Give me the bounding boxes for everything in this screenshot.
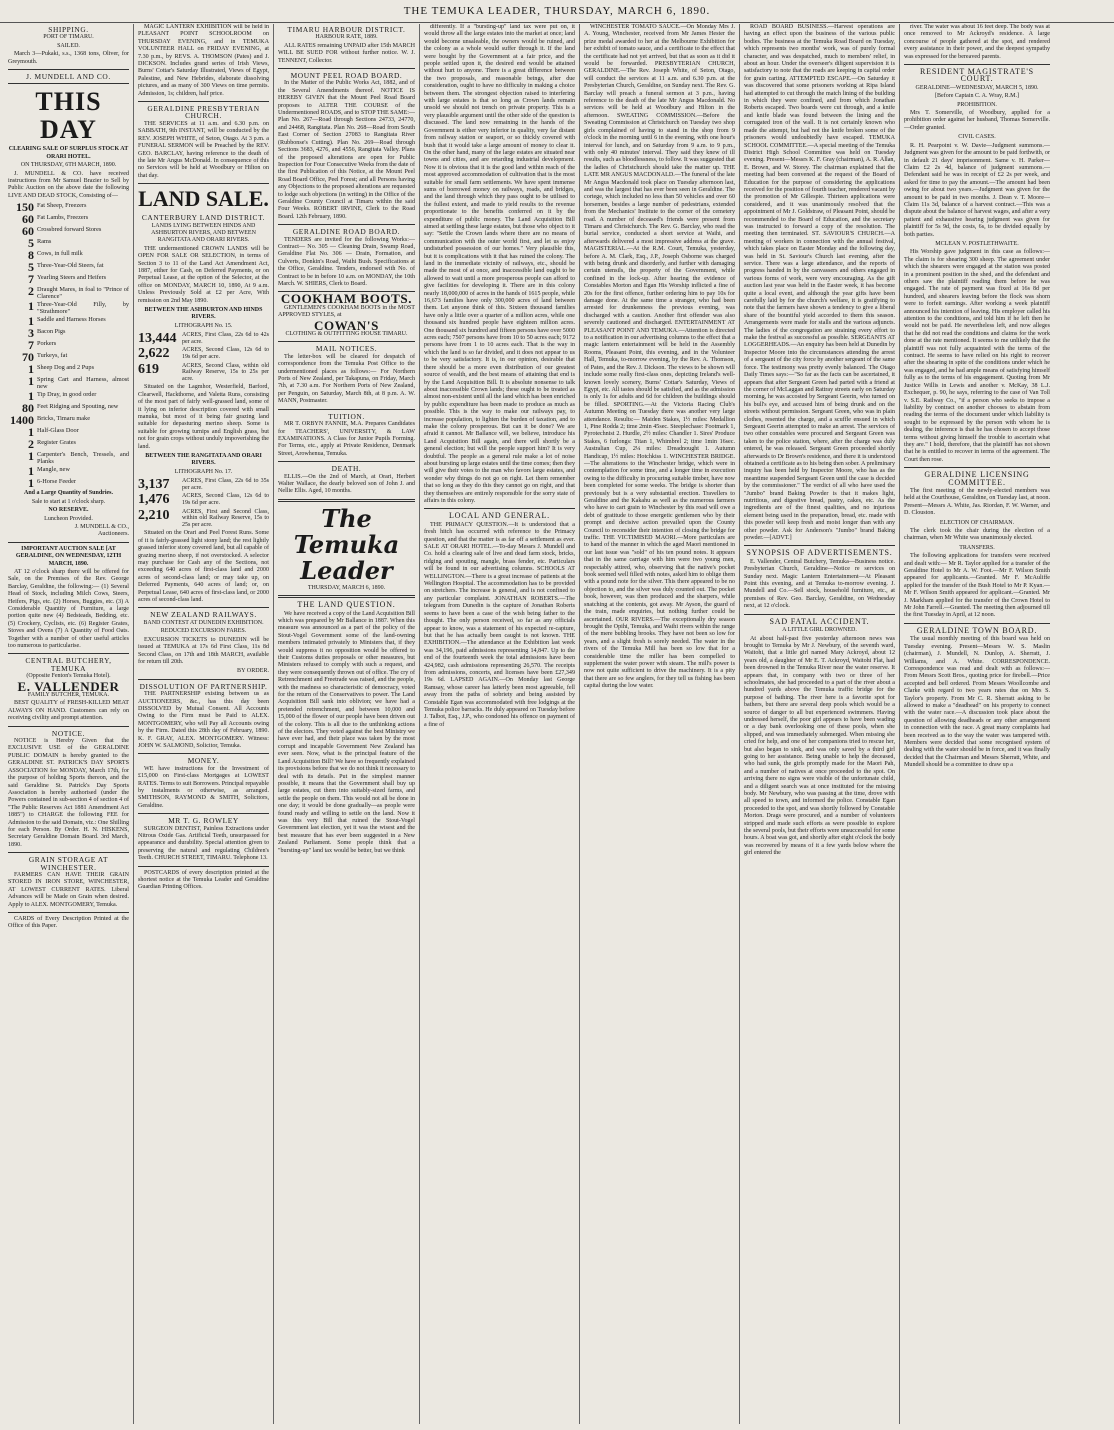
rowley-body: SURGEON DENTIST, Painless Extractions under Nitrous Oxide Gas. Artificial Teeth, unsurpassed for appearance and durability. Special attention given to preserving the natural and regulating Children's Teeth. CHURCH STREET, TIMARU. Telephone 13. <box>138 825 269 862</box>
sailed-heading: SAILED. <box>57 42 80 49</box>
town-board-heading: GERALDINE TOWN BOARD. <box>916 625 1038 635</box>
item-description: Cows, in full milk <box>37 250 83 258</box>
item-quantity: 1 <box>28 362 34 377</box>
list-item <box>8 376 129 390</box>
tuition-heading: TUITION. <box>328 411 365 421</box>
list-item <box>138 363 269 383</box>
synopsis-heading: SYNOPSIS OF ADVERTISEMENTS. <box>746 548 893 558</box>
divider <box>138 183 269 184</box>
sale-intro: J. MUNDELL & CO. have received instructions from Mr Samuel Brazier to Sell by Public Auction on the above date the following LIVE AND DEAD STOCK, Consisting of— <box>8 170 129 199</box>
harbour-heading: TIMARU HARBOUR DISTRICT. <box>287 25 406 34</box>
item-quantity: 7 <box>28 272 34 287</box>
item-description: ACRES, First Class, 22s 6d to 35s per acre. <box>182 478 269 491</box>
item-description: Turkeys, fat <box>37 352 68 360</box>
list-item <box>8 352 129 363</box>
town-board-body: The usual monthly meeting of this board was held on Tuesday evening. Present—Messrs W. S. Maslin (chairman), J. Mundell, N. Dunlop, A. Sherratt, J. Williams, and A. White. CORRESPONDENCE. Correspondence was read and dealt with as follows:— From Messrs Scott Bros., quoting price for firebell.—Price accepted and bell ordered. From Messrs Woollcombe and Clarke with regard to two years rates due on Mrs S. Taylor's property. From Mr C. R. Sherratt asking to be allowed to make a "deadhead" on his property to connect with the water race.—A discussion took place about the question of allowing deadheads or any other arrangement in connection with the race. A great many complaints had been received as to the way the water was tampered with. Members were decided that some recognised system of dealing with the water should be in force, and it was finally decided that the Chairman and Messrs Sherratt, White, and Mundell should be a committee to draw up a <box>904 636 1050 769</box>
item-description: Carpenter's Bench, Tressels, and Planks <box>37 451 129 466</box>
item-description: Three-Year-Old Filly, by "Strathmore" <box>37 301 129 316</box>
list-item <box>138 478 269 491</box>
geraldine-road-board-heading: GERALDINE ROAD BOARD. <box>292 227 401 237</box>
item-quantity: 1,476 <box>138 492 170 508</box>
item-description: Sheep Dog and 2 Pups <box>37 364 95 372</box>
item-quantity: 3,137 <box>138 477 170 493</box>
divider <box>8 542 129 543</box>
tenders-body: TENDERS are invited for the following Works:— Contract— No. 305 — Cleaning Drain, Swamp Road, Geraldine Flat No. 306 — Drain, Formation, and Culverts, Donkin's Road, Waihi Bush. Specifications at the Office, Geraldine. Tenders, endorsed with No. of Contract to be in before 10 a.m. on MONDAY, the 10th March. W. SHIERS, Clerk to Board. <box>278 236 415 287</box>
item-quantity: 1 <box>28 314 34 329</box>
mail-body: The letter-box will be cleared for despatch of correspondence from the Temuka Post Office to the undermentioned places as follows:— For Northern Ports of New Zealand, per Takapuna, on Friday, March 7th, at 7.30 a.m. For Northern Ports of New Zealand, per Penguin, on Saturday, March 8th, at 8 p.m. A. W. MANN, Postmaster. <box>278 353 415 405</box>
item-quantity: 5 <box>28 236 34 251</box>
item-quantity: 2,210 <box>138 507 170 523</box>
money-body: WE have instructions for the Investment of £15,000 on First-class Mortgages at LOWEST RATES. Terms to suit Borrowers. Principal repayable by instalments or otherwise, as arranged. SMITHSON, RAYMOND & SMITH, Solicitors, Geraldine. <box>138 765 269 809</box>
list-item <box>8 301 129 315</box>
item-quantity: 1 <box>28 449 34 464</box>
civil-body: R. H. Pearpoint v. W. Davie—Judgment summons.—Judgment was given for the amount to be paid forthwith, or in default 21 days' imprisonment. Same v. H. Parker—Claim £2 2s 4d, balance of judgment summons.—Defendant said he was in receipt of £2 2s per week, and asked for time to pay the amount.—The amount had been owing for about two years.—Judgment was given for the amount to be paid in two months. J. Dean v. T. Moore—Claim 11s 3d, balance of a harvest contract.—This was a dispute about the balance of harvest wages, and after a very patient and exhaustive hearing judgment was given for plaintiff for 5s 9d, the costs, 6s, to be divided equally by both parties. <box>904 142 1050 238</box>
divider <box>278 461 415 462</box>
sundries-line: And a Large Quantity of Sundries. <box>23 490 113 497</box>
licensing-heading: GERALDINE LICENSING COMMITTEE. <box>924 470 1030 487</box>
presbyterian-heading: GERALDINE PRESBYTERIAN CHURCH. <box>147 104 260 121</box>
grain-body: FARMERS CAN HAVE THEIR GRAIN STORED IN IRON STORE, WINCHESTER, AT LOWEST CURRENT RATES. Liberal Advances will be Made on Grain when desired. Apply to ALEX. MONTGOMERY, Temuka. <box>8 871 129 908</box>
item-quantity: 1 <box>28 464 34 479</box>
list-item <box>8 316 129 327</box>
column-5 <box>580 24 740 1424</box>
item-quantity: 70 <box>22 350 34 365</box>
important-sale-heading: IMPORTANT AUCTION SALE [AT GERALDINE, ON WEDNESDAY, 12TH MARCH, 1890. <box>15 545 122 567</box>
land-question-continued: differently. If a "bursting-up" land tax were put on, it would throw all the large estates into the market at once; land would become unsaleable, the owners would be ruined, and the colony as a whole would suffer through it. If the land were bought by the Government at a fair price, and the people settled upon it, the desired end would be attained without hurt to anyone. There is a great difference between the two proposals, and reasonable beings, after due consideration, ought to have no difficulty in making a choice between them. The strongest objection raised to interfering with large estates is that so long as Crown lands remain unsold we should not trench on private property. This is a very plausible argument until the other side of the question is discussed. The land now remaining in the hands of the Government is either very inferior in quality, very far distant from railway station or seaport, or so thickly covered with bush that it would take a large amount of money to clear it. On the other hand, many of the large estates are situated near towns and cities, and are retarding industrial development. Now it is obvious that it is the good land within reach of the most approved accommodation of cultivation that is the most suitable for small farm settlements. We have spent immense sums of borrowed money on railways, roads, and bridges, and the land through which they pass ought to be utilised to the fullest extent, and made to yield results to the revenue proportionate to the benefits conferred on it by the expenditure of public money. The Land Acquisition Bill aimed at settling these large estates, but those who object to it say: "Settle the Crown lands where there are no means of communication with the outer world first, and let us enjoy undisturbed possession of our homes." Very plausible this, but it is complications with it that has ruined the colony. The land in the immediate vicinity of railways, etc., should be made the most of at once, and inaccessible land ought to be allowed to wait until a more prosperous people can afford to give facilities for developing it. There are in this colony nearly 18,000,000 of acres in the hands of 1615 people, while 16,673 families have only 300,000 acres of land between them. Let anyone think of this. Sixteen thousand families have only a little over a quarter of a million acres, while one thousand six hundred people have eighteen million acres. One thousand six hundred and fifteen persons have over 5000 acres each; 7507 persons have from 10 to 50 acres each; 9172 persons have from 1 to 10 acres each. That is the way in which the land is so far divided, and it does not appear to us to be very satisfactory. It is, in our opinion, desirable that there should be a more even distribution of our greatest source of wealth, and the best means of attaining that end is by the Land Acquisition Bill. It is absolute nonsense to talk about inaccessible Crown lands; these ought to be treated as almost non-existent until all the land which has been enriched by public expenditure has been made to produce as much as possible. This is the way to make our railways pay, to increase population, to lighten the burden of taxation, and to make the colony prosperous. But can it be done? We are afraid it cannot. Mr Ballance will, we believe, introduce his Land Acquisition Bill again, and there will shortly be a general election; but will the people support him? It is very doubtful. The people as a general rule make a lot of noise about bursting up large estates until the time comes; then they will give their votes to the man who favors large estates, and wonder why things do not go on right. Let them remember that so long as they do this they cannot go on right, and that they themselves are entirely responsible for the sorry state of affairs in this colony. <box>424 24 575 504</box>
columns <box>4 24 1110 1424</box>
list-item <box>8 238 129 249</box>
canterbury-heading: CANTERBURY LAND DISTRICT. <box>141 213 266 223</box>
list-item <box>8 328 129 339</box>
list-item <box>138 332 269 345</box>
lithograph-16: LITHOGRAPH No. 17. <box>174 468 233 475</box>
list-item <box>8 478 129 489</box>
cookham-heading: COOKHAM BOOTS. <box>280 291 413 307</box>
excursion-body: EXCURSION TICKETS to DUNEDIN will be issued at TEMUKA at 17s 6d First Class, 11s 8d Second Class, on 17th and 18th MARCH, available for return till 20th. <box>138 636 269 665</box>
transfers-heading: TRANSFERS. <box>959 544 995 551</box>
death-body: ELLIS.—On the 2nd of March, at Orari, Herbert Walter Wallace, the dearly beloved son of John J. and Nellie Ellis. Aged, 10 months. <box>278 473 415 495</box>
lithograph-15: LITHOGRAPH No. 15. <box>174 322 233 329</box>
prohibition-body: Mrs T. Somerville, of Woodbury, applied for a prohibition order against her husband, Thomas Somerville.—Order granted. <box>904 110 1050 131</box>
local-news-body: WINCHESTER TOMATO SAUCE.—On Monday Mrs J. A. Young, Winchester, received from Mr James Hester the prize medal awarded to her at the Melbourne Exhibition for her exhibit of tomato sauce, and a certificate to the effect that the certificate had not yet arrived, but that as soon as it did it would be forwarded. PRESBYTERIAN CHURCH, GERALDINE.—The Rev. Joseph White, of Seton, Otago, will conduct the services at 11 a.m. and 6.30 p.m. at the Presbyterian Church, Geraldine, on Sunday next. The Rev. G. Barclay will preach a funeral sermon at 3 p.m., having reference to the death of the late Mr Angus Macdonald. No services will be held at Woodbury and Hilton in the afternoon. SWEATING COMMISSION.—Before the Sweating Commission at Christchurch on Tuesday two shop girls complained of having to stand in the shop from 9 o'clock in the morning until 6 in the evening, with one hour's interval for lunch, and on Saturday from 9 a.m. to 9 p.m., with only 40 minutes' interval. They said they knew of ill results, such as bloodlessness, to follow. It was suggested that the ladies of Christchurch should take the matter up. THE LATE MR ANGUS MACDONALD.—The funeral of the late Mr Angus Macdonald took place on Tuesday afternoon last, and was the largest that has ever been seen in Geraldine. The cortege, which included no less than 50 vehicles and over 60 horsemen, besides a large number of pedestrians, extended from the Mechanics' Institute to the corner of the cemetery road. A number of deceased's friends were present from Timaru and Christchurch. The Rev. G. Barclay, who read the burial service, conducted a short service at Waihi, and afterwards delivered a most impressive address at the grave. MAGISTERIAL.—At the R.M. Court, Temuka, yesterday, before A. M. Clark, Esq., J.P., Joseph Osborne was charged with being drunk and disorderly, and further with damaging certain utensils, the property of the Government, while confined in the lock-up. After hearing the evidence of Constables Morton and Egan His Worship inflicted a fine of 20s for the first offence, further ordering him to pay 10s for damage done. At the same time a stranger, who had been arrested for drunkenness the previous evening, was discharged with a caution. Another first offender was also severely cautioned and discharged. ENTERTAINMENT AT PLEASANT POINT AND TEMUKA.—Attention is directed to a notification in our advertising columns to the effect that a magic lantern entertainment will be held in the Assembly Rooms, Pleasant Point, this evening, and in the Volunteer Hall, Temuka, to-morrow evening, by the Rev. A. Thomson, of Pates, and the Rev. J. Dickson. The views to be shown will include some really first-class ones, depicting Ireland's well-known lovely scenery, Burns' Cottar's Saturday, Views of Egypt, etc. All tastes should be satisfied, and as the admission is only 1s for adults and 6d for children the buildings should be filled. SPORTING.—At the Victoria Racing Club's Autumn Meeting on Tuesday there was another very large attendance. Results:— Maiden Stakes, 1½ miles: Medallion 1, Pine Rodda 2; time 2min 45sec. Steeplechase: Footmark 1, Pyrotechnist 2. Hurdle, 2½ miles: Chandler 1. Sires' Produce Stakes, 6 furlongs: Titan 1, Whimbrel 2; time 1min 16sec. Australian Cup, 2¼ miles: Dreadnought 1. Autumn Handicap, 1½ miles: Hotchkiss 1. WINCHESTER BRIDGE.—The alterations to the Winchester bridge, which were in contemplation for some time, and a longer time in execution owing to the difficulty in procuring suitable timber, have now been completed for some weeks. The bridge is shorter than previously but is a very substantial erection. Travellers to Geraldine and the Kakahu as well as the numerous farmers who have to cart grain to Winchester by this road will owe a debt of gratitude to those energetic gentlemen who by their prompt and decisive action prevailed upon the County Council to reconsider their intention of closing the bridge for traffic. THE VICTIMISED MAORI.—More particulars are to hand of the manner in which the aged Maori mentioned in our last issue was "sold" of his ten pound notes. It appears that in the same carriage with him were two young men, respectably attired, who, observing that the native's pocket book seemed well filled with notes, asked him to oblige them with a pound note for the silver. This there appeared to be no objection to, and the silver was duly counted out. The pocket book, however, was then produced and the sharpers, while snatching at the contents, got away. Mr Ayson, the guard of the train, made enquiries, but nothing further could be ascertained. OUR RIVERS.—The exceptionally dry season brought the Opihi, Temuka, and Waihi rivers within the range of the mere bubbling brooks. They have not been so low for years, and a slight fresh is sorely needed. The water in the rivers of the Temuka Mill has been so low that for a considerable time the miller has been compelled to supplement the water power with steam. The mill's power is now not quite sufficient to drive the machinery. It is a pity that there are so few anglers, for they tell us fishing has been capital during the low water. <box>584 24 735 690</box>
page-masthead: THE TEMUKA LEADER, THURSDAY, MARCH 6, 1890. <box>0 0 1114 23</box>
grain-heading: GRAIN STORAGE AT WINCHESTER. <box>28 855 109 872</box>
item-quantity: 150 <box>16 200 34 215</box>
fatal-accident-body: At about half-past five yesterday afternoon news was brought to Temuka by Mr J. Newbury, of the seventh ward, Waitohi, that a little girl named Mary Ackroyd, about 12 years old, a daughter of Mr E. T. Ackroyd, Waitohi Flat, had been drowned in the Temuka River near the water reserve. It appears that, in company with two or three of her schoolmates, she had proceeded to a part of the river about a hundred yards above the Temuka traffic bridge for the purpose of bathing. The river here is a favorite spot for bathers, but there are several deep pools which would be a source of danger to all but experienced swimmers. Having undressed herself, the poor girl appears to have been wading or a day bank overlooking one of these pools, when she slipped, and was immediately submerged. When missing she cried for help, and one of her companions tried to rescue her, but also began to sink, and was only saved by a third girl going to her assistance. Being unable to help the deceased, who had sunk, the girls promptly made for the Maori Pah, and a number of natives at once proceeded to the spot. On arriving there no signs were visible of the unfortunate child, and a diligent search was at once instituted for the missing body. Mr Newbury, who was passing at the time, drove with all speed to town, and informed the police. Constable Egan proceeded to the spot, and was shortly followed by Constable Morton. Drags were procured, and a number of volunteers stripped and made such efforts as were possible to explore the several pools, but their efforts were unsuccessful for some hours. A boat was got, and shortly after eight o'clock the body was recovered by means of it a few yards below where the girl entered the <box>744 635 895 857</box>
cowan-sub: CLOTHING & OUTFITTING HOUSE TIMARU. <box>285 331 408 338</box>
auctioneer-title: Auctioneers. <box>98 531 129 538</box>
item-quantity: 5 <box>28 260 34 275</box>
court-date: GERALDINE—WEDNESDAY, MARCH 5, 1890. <box>915 84 1039 91</box>
item-quantity: 13,444 <box>138 331 177 347</box>
lots-list-1 <box>138 332 269 382</box>
item-quantity: 80 <box>22 401 34 416</box>
between-1-heading: BETWEEN THE ASHBURTON AND HINDS RIVERS. <box>144 307 263 321</box>
item-description: 6-Horse Feeder <box>37 478 76 486</box>
local-general-body: THE PRIMACY QUESTION.—It is understood that a fresh hitch has occurred with reference to the Primacy question, and that the matter is as far off a settlement as ever. SALE AT ORARI HOTEL.—To-day Messrs J. Mundell and Co. hold a clearing sale of live and dead farm stock, bricks, ridging and spouting, mangle, brass fender, etc. Particulars will be found in our advertising columns. SCHOOLS AT WELLINGTON.—There is a great increase of patients at the Wellington Hospital. The accommodation has to be provided on stretchers. The increase is general, and is not confined to any particular complaint. JONATHAN ROBERTS.—The telegram from Dunedin is the capture of Jonathan Roberts seems to have been a case of the wish being father to the thought. The only person received, so far as any officials appear to know, was a statement of his expected re-capture, but that he has actually been caught is not known. THE EXHIBITION.—The attendance at the Exhibition last week was 34,196, paid admissions representing 14,847. Up to the end of the fourteenth week the total admissions have been 424,982, cash admissions representing 26,570. The receipts from admissions, concerts, and licenses have been £27,349 19s 6d. LAPSED AGAIN.—On Monday last George Ramsay, whose career has latterly been most agreeable, fell away from the paths of sobriety and being assisted by Constable Egan was accommodated with free lodgings at the Temuka police barracks. He duly appeared on Tuesday before J. Talbot, Esq., J.P., who condoned his offence on payment of a fine of <box>424 521 575 728</box>
item-quantity: 2,622 <box>138 346 170 362</box>
port-heading: PORT OF TIMARU. <box>43 34 94 41</box>
item-description: Porkers <box>37 340 57 348</box>
item-quantity: 1 <box>28 389 34 404</box>
auctioneer-heading: J. MUNDELL AND CO. <box>26 72 111 82</box>
crown-lands-body: THE undermentioned CROWN LANDS will be OPEN FOR SALE OR SELECTION, in terms of Section 3 to 11 of the Land Act Amendment Act, 1887, either for Cash, on Deferred Payments, or on Perpetual Lease, at the option of the Selector, at the office on MONDAY, MARCH 10, 1890, At 9 a.m. Unless Previously Sold at £2 per Acre, With remission on 2nd May 1890. <box>138 245 269 304</box>
divider <box>278 595 415 598</box>
dissolution-heading: DISSOLUTION OF PARTNERSHIP. <box>139 681 268 691</box>
item-description: Crossbred forward Stores <box>37 226 102 234</box>
by-order: BY ORDER. <box>237 668 269 675</box>
column-6 <box>740 24 900 1424</box>
cards-notice: CARDS of Every Description Printed at the Office of this Paper. <box>8 916 129 930</box>
fatal-accident-heading: SAD FATAL ACCIDENT. <box>769 616 870 626</box>
divider <box>138 813 269 814</box>
list-item <box>8 262 129 273</box>
lands-lying: LANDS LYING BETWEEN HINDS AND ASHBURTON RIVERS, AND BETWEEN RANGITATA AND ORARI RIVERS. <box>151 222 256 244</box>
money-heading: MONEY. <box>187 756 220 766</box>
transfers-body: The following applications for transfers were received and dealt with:— Mr R. Taylor applied for a transfer of the Geraldine Hotel to Mr A. W. Foot.—Mr F. Wilson Smith appeared for applicants.—Granted. Mr F. McAuliffe applied for the transfer of the Bush Hotel to Mr P. Kyan.—Mr F. Wilson Smith appeared for applicant.—Granted. Mr J. Markham applied for the transfer of the Crown Hotel to Mr John Farrell.—Granted. The meeting then adjourned till the first Tuesday in April, at 12 noon. <box>904 553 1050 619</box>
divider <box>278 499 415 502</box>
column-1 <box>4 24 134 1424</box>
item-description: Rams <box>37 238 52 246</box>
auctioneer-signature: J. MUNDELL & CO., <box>74 523 129 530</box>
accident-continued: river. The water was about 16 feet deep. The body was at once removed to Mr Ackroyd's residence. A large concourse of people gathered at the spot, and rendered every assistance in their power, and the deepest sympathy was expressed for the bereaved parents. <box>904 24 1050 60</box>
column-2 <box>134 24 274 1424</box>
item-description: Saddle and Harness Horses <box>37 316 106 324</box>
mail-heading: MAIL NOTICES. <box>315 344 378 354</box>
magic-lantern-ad: MAGIC LANTERN EXHIBITION will be held in PLEASANT POINT SCHOOLROOM on THURSDAY EVENING, and in TEMUKA VOLUNTEER HALL on FRIDAY EVENING, at 7.30 p.m., by REVS. A. THOMSON (Pates) and J. DICKSON. Includes grand series of Irish Views, Burns' Cottar's Saturday Illustrated, Views of Egypt, Palestine, and New Hebrides, elaborate dissolving pictures, and as many of 300 Views on time permits. Admission, 1s; children, half price. <box>138 24 269 97</box>
no-reserve: NO RESERVE. <box>48 507 89 514</box>
rowley-heading: MR T. G. ROWLEY <box>168 816 239 826</box>
list-item <box>138 347 269 360</box>
divider <box>424 508 575 509</box>
divider <box>904 64 1050 65</box>
sailed-text: March 3—Pukaki, s.s., 1368 tons, Oliver, for Greymouth. <box>8 51 129 65</box>
prohibition-heading: PROHIBITION. <box>957 101 997 108</box>
divider <box>138 101 269 102</box>
land-question-body: We have received a copy of the Land Acquisition Bill which was prepared by Mr Ballance in 1887. When this measure was announced as a part of the policy of the Stout-Vogel Government some of the land-owning members intimated privately to Ministers that, if they would suppress it no opposition would be offered to their Customs duties proposals or other measures, but Ministers refused to comply with such a request, and they were consequently thrown out of office. The cry of Retrenchment and Freetrade was raised, and the people, with the madness so characteristic of democracy, voted for the return of the Conservatives to power. The Land Acquisition Bill sank into oblivion; we have had a pretended retrenchment, and between 10,000 and 15,000 of the flower of our people have been driven out of the colony. This is all due to the unthinking actions of the electors. They voted against the best Ministry we have ever had, and their place was taken by the most corrupt and incapable Government New Zealand has ever seen. Now, what is the principal feature of the Land Acquisition Bill? We have so frequently explained its provisions before that we do not think it necessary to deal with its details. Put in the simplest manner possible, it means that the Government shall buy up large estates, cut them into suitably-sized farms, and settle the people on them. This would not all be done in one day; it would be done gradually—as people were found ready and willing to settle on the land. Now it was this very Bill that ruined the Stout-Vogel Government last election, yet it was the wisest and the best measure that has ever been suggested in a New Zealand Parliament. Some people think that a "bursting-up" land tax would be better, but we think <box>278 610 415 854</box>
item-quantity: 2 <box>28 284 34 299</box>
item-quantity: 2 <box>28 437 34 452</box>
fatal-accident-sub: A LITTLE GIRL DROWNED. <box>782 627 857 634</box>
divider <box>278 409 415 410</box>
item-description: ACRES, Second Class, 12s 6d to 19s 6d per acre. <box>182 493 269 507</box>
local-news-body-2: ROAD BOARD BUSINESS.—Harvest operations are having an effect upon the business of the various public bodies. The business at the Temuka Road Board on Tuesday, which represents two months' work, was of purely formal character, and was despatched, much to members' relief, in about an hour. Under the overseer's diligent supervision it is satisfactory to note that the roads are keeping in capital order for grain carting. ATTEMPTED ESCAPE.—On Saturday it was discovered that some prisoners working at Ripa Island had attempted to cut through the match lining of the building in which they were confined, and from which Jonathan Roberts escaped. Two boards were cut through, and a knife and knife blade was found between the lining and the corrugated iron of the wall. It is not certainly known who made the attempt, but had not the knife broken some of the prisoners would undoubtedly have escaped. TEMUKA SCHOOL COMMITTEE.—A special meeting of the Temuka District High School Committee was held on Tuesday evening. Present—Messrs K. F. Gray (chairman), A. R. Allan, E. Brown, and W. Storey. The chairman explained that the meeting had been convened at the request of the Board of Education for the purpose of considering the applications received for the position of fourth teacher, rendered vacant by the promotion of Mr Gillespie. Thirteen applications were considered, and it was unanimously resolved that the appointment of Mr J. Goldstraw, of Pleasant Point, should be recommended to the Board of Education, and the secretary was instructed to forward a copy of the resolution. The meeting then terminated. ST. SAVIOUR'S CHURCH.—A meeting of workers in connection with the annual festival, which takes place on Easter Monday and the following day, was held in St. Saviour's Church last evening, after the service. There was a large attendance, and the reports of progress handed in by the canvassers and others engaged in various forms of work, were very encouraging. As the gift auction last year was held in the Easter week, it has become quite a local event, and although the year gifts have been carefully laid by for the church's welfare, it is gratifying to note that the farmers have shown a tendency to give a liberal share of the bountiful yield accorded to them this season. Arrangements were made for stalls and the various adjuncts. The ladies of the congregation are straining every effort to make the festival as successful as possible. SERGEANTS AT LOGGERHEADS.—An enquiry has been held at Dunedin by Inspector Moore into the circumstances attending the arrest of a sergeant of the city force by another sergeant of the same force. The testimony was pretty evenly balanced. The Otago Daily Times says:—"So far as the facts can be ascertained, it appears that after Sergeant Green had parted with a friend at the corner of McLaggan and Rattray streets early on Saturday morning, he was accosted by Sergeant Geerin, who turned on his bull's eye, and accused him of being drunk and on the streets without permission. Sergeant Green, who was in plain clothes, resented the charge, and a scuffle ensued in which Sergeant Geerin attempted to make an arrest. The services of two other constables were procured and Sergeant Green was taken to the police station, where, after the charge was duly entered, he was released. Sergeant Green proceeded shortly afterwards to Dr Brown's residence, and there it is understood obtained a certificate as to his being then sober. A preliminary inquiry has been held by Inspector Moore, who has as the meantime suspended Sergeant Green until the case is decided by the commissioner." The verdict of all who have used the "Jumbo" brand Baking Powder is that it makes light, nutritious, and digestive bread, pastry, cakes, etc. As the ingredients are of the finest qualities, and no injurious element being used in the preparation, bread, etc. made with this powder will keep fresh and moist longer than with any other powder. Ask for Anderson's "Jumbo" brand Baking powder.—[ADVT.] <box>744 24 895 542</box>
item-quantity: 1 <box>28 425 34 440</box>
item-quantity: 1 <box>28 299 34 314</box>
item-quantity: 1 <box>28 374 34 389</box>
local-general-heading: LOCAL AND GENERAL. <box>449 511 550 521</box>
family-butcher: FAMILY BUTCHER, TEMUKA. <box>27 692 110 699</box>
this-day-heading: THIS DAY <box>35 87 102 145</box>
land-sale-heading: LAND SALE. <box>138 186 269 212</box>
butchery-location: (Opposite Fenton's Temuka Hotel). <box>26 673 111 680</box>
item-description: Fat Lambs, Freezers <box>37 214 89 222</box>
licensing-body: The first meeting of the newly-elected members was held at the Courthouse, Geraldine, on Tuesday last, at noon. Present—Messrs A. White, Jas. Riordan, F. W. Warner, and D. Clouston. <box>904 487 1050 517</box>
divider <box>138 607 269 608</box>
item-description: Tip Dray, in good order <box>37 391 97 399</box>
item-description: Half-Glass Door <box>37 427 79 435</box>
list-item <box>8 427 129 438</box>
item-quantity: 619 <box>138 361 159 377</box>
list-item <box>8 250 129 261</box>
mount-peel-body: In the Matter of the Public Works Act, 1882, and of the Several Amendments thereof. NOTICE IS HEREBY GIVEN that the Mount Peel Road Board proposes to ALTER THE COURSE of the Undermentioned ROADS, and to STOP THE SAME:— Plan No. 267—Road through Sections 24733, 24770, and 24468, Rangitata. Plan No. 268—Road from South East Corner of Section 27083 to Rangitata River (Rubbonse's Cutting). Plan No. 269—Road through Sections 3683, 4276, and 4556, Rangitata Valley. Plans of the proposed alterations are open for Public Inspection for Four Consecutive Weeks from the date of the first Publication of this Notice, at the Mount Peel Road Board Office, Peel Forest; and all Persons having any Objections to the proposed alterations are requested to lodge such objections (in writing) in the Office of the Geraldine County Council at Timaru within the said Four Weeks. ROBERT IRVINE, Clerk to the Road Board. 12th February, 1890. <box>278 80 415 220</box>
notice-heading: NOTICE. <box>51 728 86 738</box>
presbyterian-body: THE SERVICES at 11 a.m. and 6.30 p.m. on SABBATH, 9th INSTANT, will be conducted by the REV. JOSEPH WHITE, of Seton, Otago. At 3 p.m. a FUNERAL SERMON will be Preached by the REV. GEO. BARCLAY, having reference to the death of the late Mr Angus McDonald. In consequence of this no Services will be held at Woodbury or Hilton on that day. <box>138 120 269 179</box>
column-7 <box>900 24 1054 1424</box>
list-item <box>138 509 269 529</box>
item-description: Spring Cart and Harness, almost new <box>37 376 129 391</box>
mclean-heading: MCLEAN V. POSTLETHWAITE. <box>935 240 1019 247</box>
item-description: Feet Ridging and Spouting, new <box>37 403 119 411</box>
item-description: Draught Mares, in foal to "Prince of Clarence" <box>37 286 129 301</box>
item-description: ACRES, First and Second Class, within old Railway Reserve, 15s to 25s per acre. <box>182 508 269 528</box>
list-item <box>8 274 129 285</box>
reduced-fares: REDUCED EXCURSION FARES. <box>160 628 247 635</box>
railways-heading: NEW ZEALAND RAILWAYS. <box>150 610 257 620</box>
list-item <box>8 451 129 465</box>
newspaper-title: The Temuka Leader <box>293 503 400 585</box>
election-body: The clerk took the chair during the election of a chairman, when Mr White was unanimously elected. <box>904 528 1050 542</box>
land-question-heading: THE LAND QUESTION. <box>297 600 396 610</box>
clearing-sale-heading: CLEARING SALE OF SURPLUS STOCK AT ORARI HOTEL. <box>8 146 129 160</box>
sale-items-list <box>8 202 129 489</box>
item-quantity: 3 <box>28 326 34 341</box>
list-item <box>8 466 129 477</box>
list-item <box>8 286 129 300</box>
divider <box>744 614 895 615</box>
item-quantity: 8 <box>28 248 34 263</box>
butchery-body: BEST QUALITY of FRESH-KILLED MEAT ALWAYS ON HAND. Customers can rely on receiving civility and prompt attention. <box>8 700 129 722</box>
item-description: Bacon Pigs <box>37 328 66 336</box>
divider <box>278 224 415 225</box>
list-item <box>8 439 129 450</box>
item-quantity: 60 <box>22 224 34 239</box>
important-sale-body: AT 12 o'clock sharp there will be offered for Sale, on the Premises of the Rev. George Barclay, Geraldine, the following:— (1) Several Head of Stock, including Milch Cows, Steers, Heifers, Pigs, etc. (2) Horses, Buggies, etc. (3) A Considerable Quantity of Furniture, a large portion quite new (4) Bedsteads, Bedding, etc. (5) Crockery, Cyclists, etc. (6) Register Grates, Stoves and Ovens (7) A Quantity of Food Oats. Together with a number of other useful articles too numerous to particularise. <box>8 568 129 649</box>
harbour-body: ALL RATES remaining UNPAID after 15th MARCH WILL BE SUED FOR without further notice. W. J. TENNENT, Collector. <box>278 42 415 64</box>
luncheon-line: Luncheon Provided. <box>44 515 93 522</box>
item-description: ACRES, Second Class, 12s 6d to 19s 6d per acre. <box>182 347 269 360</box>
divider <box>138 753 269 754</box>
divider <box>138 866 269 867</box>
situated-1: Situated on the Lagmhor, Westerfield, Barford, Clearwell, Hackthorne, and Valetta Runs, consisting of the most part of fairly well-grassed land, some of it lying on inferior description covered with small manuka, but most of it being fair grazing land suitable for depasturing merino sheep. Some is suitable for growing turnips and English grass, but not for grain crops without unduly impoverishing the land. <box>138 384 269 450</box>
between-2-heading: BETWEEN THE RANGITATA AND ORARI RIVERS. <box>145 453 262 467</box>
list-item <box>8 364 129 375</box>
divider <box>904 467 1050 468</box>
civil-heading: CIVIL CASES. <box>958 134 996 141</box>
harbour-rate: HARBOUR RATE, 1889. <box>315 34 378 41</box>
divider <box>8 852 129 853</box>
resident-court-heading: RESIDENT MAGISTRATE'S COURT. <box>920 67 1034 84</box>
divider <box>278 68 415 69</box>
synopsis-body: E. Vallender, Central Butchery, Temuka—Business notice. Presbyterian Church, Geraldine—Notice re services on Sunday next. Magic Lantern Entertainment—At Pleasant Point this evening, and at Temuka to-morrow evening. J. Mundell and Co.—Sell stock, household furniture, etc., at premises of Rev. Geo. Barclay, Geraldine, on Wednesday next, at 12 o'clock. <box>744 558 895 610</box>
divider <box>8 69 129 70</box>
list-item <box>8 415 129 426</box>
item-quantity: 1400 <box>10 413 34 428</box>
vallender-name: E. VALLENDER <box>17 678 120 694</box>
item-description: Yearling Steers and Heifers <box>37 274 107 282</box>
divider <box>138 679 269 680</box>
postcards-notice: POSTCARDS of every description printed at the shortest notice at the Temuka Leader and Geraldine Guardian Printing Offices. <box>138 869 269 891</box>
tuition-body: MR T. ORBYN FANNIE, M.A. Prepares Candidates for TEACHERS', UNIVERSITY, & LAW EXAMINATIONS. A Class for Junior Pupils Forming. For Terms, etc., apply at Private Residence, Denmark Street, Arowhenua, Temuka. <box>278 421 415 457</box>
mclean-body: His Worship gave judgment in this case as follows:—The claim is for shearing 300 sheep. The agreement under which the shearers were engaged at the station was posted in a prominent position in the shed, and the defendant and others saw the plaintiff reading them before he was engaged. The rate of payment was fixed at 16s 8d per hundred, and shearers leaving before the flock was shorn were to forfeit earnings. After working a week plaintiff announced his intention of leaving. His employer called his attention to the conditions, and told him if he left then he would not be paid. He nevertheless left, and now alleges that he did not read the conditions and claims for the work done at the rate mentioned. It seems to me unlikely that the plaintiff was not fully acquainted with the terms of the contract. He seems to have relied on his right to recover after the shearing in spite of the conditions under which he was engaged, and he had ample means of satisfying himself fully as to the terms of his engagement. Quoting from Mr Justice Willis in Lewis and another v. McKay, 38 L.J. Exchequer, p. 90, he says, referring to the case of Van Toll v. S.E. Railway Co., "if a person who seeks to impose a liability by contract on another chooses to abstain from reading the terms of the document under which liability is sought to be expressed by the person with whom he is dealing, the inference is that he has chosen to accept those terms without giving himself the trouble to ascertain what they are." I hold, therefore, that the plaintiff has not shown that he is entitled to recover in terms of the agreement. The Court then rose. <box>904 249 1050 463</box>
band-contest: BAND CONTEST AT DUNEDIN EXHIBITION. <box>143 619 264 626</box>
court-before: [Before Captain C. A. Wray, R.M.] <box>935 93 1019 100</box>
item-description: Bricks, Timaru make <box>37 415 90 423</box>
item-description: ACRES, First Class, 22s 6d to 42s per acre. <box>182 332 269 345</box>
divider <box>8 653 129 654</box>
item-quantity: 1 <box>28 476 34 491</box>
election-heading: ELECTION OF CHAIRMAN. <box>939 519 1015 526</box>
divider <box>744 545 895 546</box>
item-description: Register Grates <box>37 439 76 447</box>
item-description: Mangle, new <box>37 466 70 474</box>
item-quantity: 60 <box>22 212 34 227</box>
central-butchery-heading: CENTRAL BUTCHERY, TEMUKA <box>25 656 112 673</box>
death-heading: DEATH. <box>331 464 362 474</box>
dissolution-body: THE PARTNERSHIP existing between us as AUCTIONEERS, &c., has this day been DISSOLVED by Mutual Consent. All Accounts Owing to the Firm must be Paid to ALEX. MONTGOMERY, who will Pay all Accounts owing by the Firm. Dated this 28th day of February, 1890. K. F. GRAY, ALEX. MONTGOMERY. Witness: JOHN W. SALMOND, Solicitor, Temuka. <box>138 691 269 749</box>
item-quantity: 7 <box>28 338 34 353</box>
item-description: ACRES, Second Class, within old Railway Reserve, 15s to 25s per acre. <box>182 362 269 382</box>
cowan-heading: COWAN'S <box>314 317 379 333</box>
column-3 <box>274 24 420 1424</box>
sale-time: Sale to start at 1 o'clock sharp. <box>31 498 106 505</box>
issue-date: THURSDAY, MARCH 6, 1890. <box>307 584 386 591</box>
situated-2: Situated on the Orari and Peel Forest Runs. Some of it is fairly-grassed light stony land; the rest lightly grassed inferior stony covered land, but all capable of grazing merino sheep, if not overstocked. A selector may purchase for Cash any of the Sections, not exceeding 640 acres of first-class land and 2000 acres of second-class land; or may take up, on Deferred Payments, 640 acres of land; or, on Perpetual Lease, 640 acres of first-class land, or 2000 acres of second-class land. <box>138 530 269 604</box>
mount-peel-heading: MOUNT PEEL ROAD BOARD. <box>290 71 403 81</box>
divider <box>278 341 415 342</box>
lots-list-2 <box>138 478 269 528</box>
column-4 <box>420 24 580 1424</box>
divider <box>8 726 129 727</box>
sale-date: ON THURSDAY, 6TH MARCH, 1890. <box>20 162 117 169</box>
divider <box>8 912 129 913</box>
list-item <box>8 226 129 237</box>
divider <box>904 623 1050 624</box>
notice-body: NOTICE is Hereby Given that the EXCLUSIVE USE of the GERALDINE PUBLIC DOMAIN is hereby granted to the GERALDINE ST. PATRICK'S DAY SPORTS ASSOCIATION for MONDAY, March 17th, for the purpose of holding Sports thereon, and the said Geraldine St. Patrick's Day Sports Association is hereby authorised (under the Powers contained in sub-section 4 of section 4 of "The Public Reserves Act 1881 Amendment Act 1885") to CHARGE the following FEE for Admission to the said Domain, viz.: One Shilling for each Person. By Order. H. N. HISKENS, Secretary Geraldine Domain Board. 3rd March, 1890. <box>8 738 129 848</box>
item-description: Three-Year-Old Steers, fat <box>37 262 104 270</box>
item-description: Fat Sheep, Freezers <box>37 202 87 210</box>
cookham-body: GENTLEMEN'S COOKHAM BOOTS in the MOST APPROVED STYLES, at <box>278 304 415 319</box>
list-item <box>138 493 269 506</box>
shipping-heading: SHIPPING. <box>48 25 89 34</box>
divider <box>8 83 129 84</box>
